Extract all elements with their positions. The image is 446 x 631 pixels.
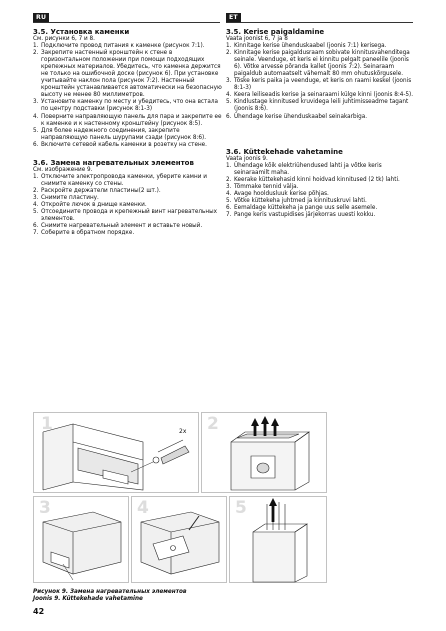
list-item: 5. Võtke küttekeha juhtmed ja kinnituskruvi lahti. [226, 197, 367, 204]
list-item: 1. Kinnitage kerise ühenduskaabel (joonis 7:1) kerisega. [226, 43, 387, 50]
list-item: 6. Снимите нагревательный элемент и вставьте новый. [33, 223, 203, 230]
caption-et: Joonis 9. Küttekehade vahetamine [33, 596, 143, 602]
section-subtitle: Vaata joonist 6, 7 ja 8 [226, 36, 288, 42]
panel-number-2: 2 [207, 414, 219, 434]
list-item: 1. Ühendage kõik elektriühendused lahti ja võtke keris seinaraamilt maha. [226, 162, 382, 176]
column-ru [33, 28, 223, 237]
section-title: 3.5. Kerise paigaldamine [226, 28, 325, 36]
instruction-list [226, 43, 416, 121]
panel-number-5: 5 [235, 498, 247, 518]
list-item: 5. Kindlustage kinnitused kruvidega leili juhtimisseadme tagant (joonis 8:6). [226, 99, 409, 113]
list-item: 1. Отключите электропровода каменки, уберите камни и снимите каменку со стены. [33, 173, 207, 187]
list-item: 6. Eemaldage küttekeha ja pange uus selle asemele. [226, 204, 378, 211]
list-item: 4. Avage hooldusluuk kerise põhjas. [226, 190, 329, 197]
list-item: 4. Поверните направляющую панель для пара и закрепите ее к каменке и к настенному кронштейну (рисунок 8:5). [33, 113, 222, 127]
section-title: 3.6. Замена нагревательных элементов [33, 158, 194, 167]
quantity-label: 2x [179, 428, 187, 435]
list-item: 5. Отсоедините провода и крепежный винт нагревательных элементов. [33, 209, 217, 223]
caption-ru: Рисунок 9. Замена нагревательных элементов [33, 589, 187, 595]
section-subtitle: См. рисунки 6, 7 и 8. [33, 36, 95, 42]
language-tag-ru: RU [33, 13, 49, 22]
list-item: 2. Раскройте держатели пластины(2 шт.). [33, 187, 161, 194]
panel-4-drawing [141, 512, 219, 574]
list-item: 3. Tõmmake tennid välja. [226, 183, 299, 190]
list-item: 2. Kinnitage kerise paigaldusraam sobivate kinnitusvahenditega seinale. Veenduge, et keris ei kinnitu pelgalt paneelile (joonis 6). Võtke arvesse põranda kallet (joonis 7:2). Seinaraam paigaldub automaatselt vähemalt 80 mm ohutuskõrgusele. [226, 50, 410, 78]
instruction-list [226, 163, 416, 219]
figure-illustration [33, 412, 413, 584]
section-title: 3.5. Установка каменки [33, 28, 130, 36]
language-tag-et: ET [226, 13, 241, 22]
list-item: 3. Tõske keris paika ja veenduge, et keris on raami keskel (joonis 8:1-3) [226, 78, 412, 92]
page-number: 42 [33, 607, 45, 616]
list-item: 3. Установите каменку по месту и убедитесь, что она встала по центру подставки (рисунок 8:1-3) [33, 99, 218, 113]
list-item: 4. Откройте лючок в днище каменки. [33, 201, 147, 208]
list-item: 1. Подключите провод питания к каменке (рисунок 7:1). [33, 43, 205, 50]
panel-number-3: 3 [39, 498, 51, 518]
list-item: 7. Соберите в обратном порядке. [33, 230, 135, 237]
figure-caption [33, 589, 187, 603]
section-subtitle: Vaata joonis 9. [226, 155, 268, 162]
panel-number-1: 1 [41, 414, 53, 434]
figure-9 [33, 412, 413, 584]
column-et [226, 28, 416, 219]
list-item: 6. Ühendage kerise ühenduskaabel seinakarbiga. [226, 113, 368, 120]
list-item: 5. Для более надежного соединения, закрепите направляющую панель шурупами сзади (рисунок 8:6). [33, 127, 207, 141]
list-item: 6. Включите сетевой кабель каменки в розетку на стене. [33, 141, 207, 148]
panel-number-4: 4 [137, 498, 149, 518]
list-item: 4. Keera leiliseadis kerise ja seinaraami külge kinni (joonis 8:4-5). [226, 92, 414, 99]
list-item: 2. Закрепите настенный кронштейн к стене в горизонтальном положении при помощи подходящих крепежных материалов. Убедитесь, что каменка держится не только на ошибочной доске (рисунок 6). При установке учитывайте наклон пола (рисунок 7:2). Настенный кронштейн устанавливается автоматически на безопасную высоту не менее 80 миллиметров. [33, 50, 222, 99]
instruction-list [33, 174, 223, 237]
header-rule-left [33, 22, 220, 23]
header-rule-right [226, 22, 413, 23]
list-item: 7. Pange keris vastupidises järjekorras uuesti kokku. [226, 211, 376, 218]
list-item: 2. Keerake küttekehasid kinni hoidvad kinnitused (2 tk) lahti. [226, 176, 400, 183]
instruction-list [33, 43, 223, 149]
section-title: 3.6. Küttekehade vahetamine [226, 147, 343, 156]
list-item: 3. Снимите пластину. [33, 194, 99, 201]
section-subtitle: См. изображение 9. [33, 166, 93, 173]
